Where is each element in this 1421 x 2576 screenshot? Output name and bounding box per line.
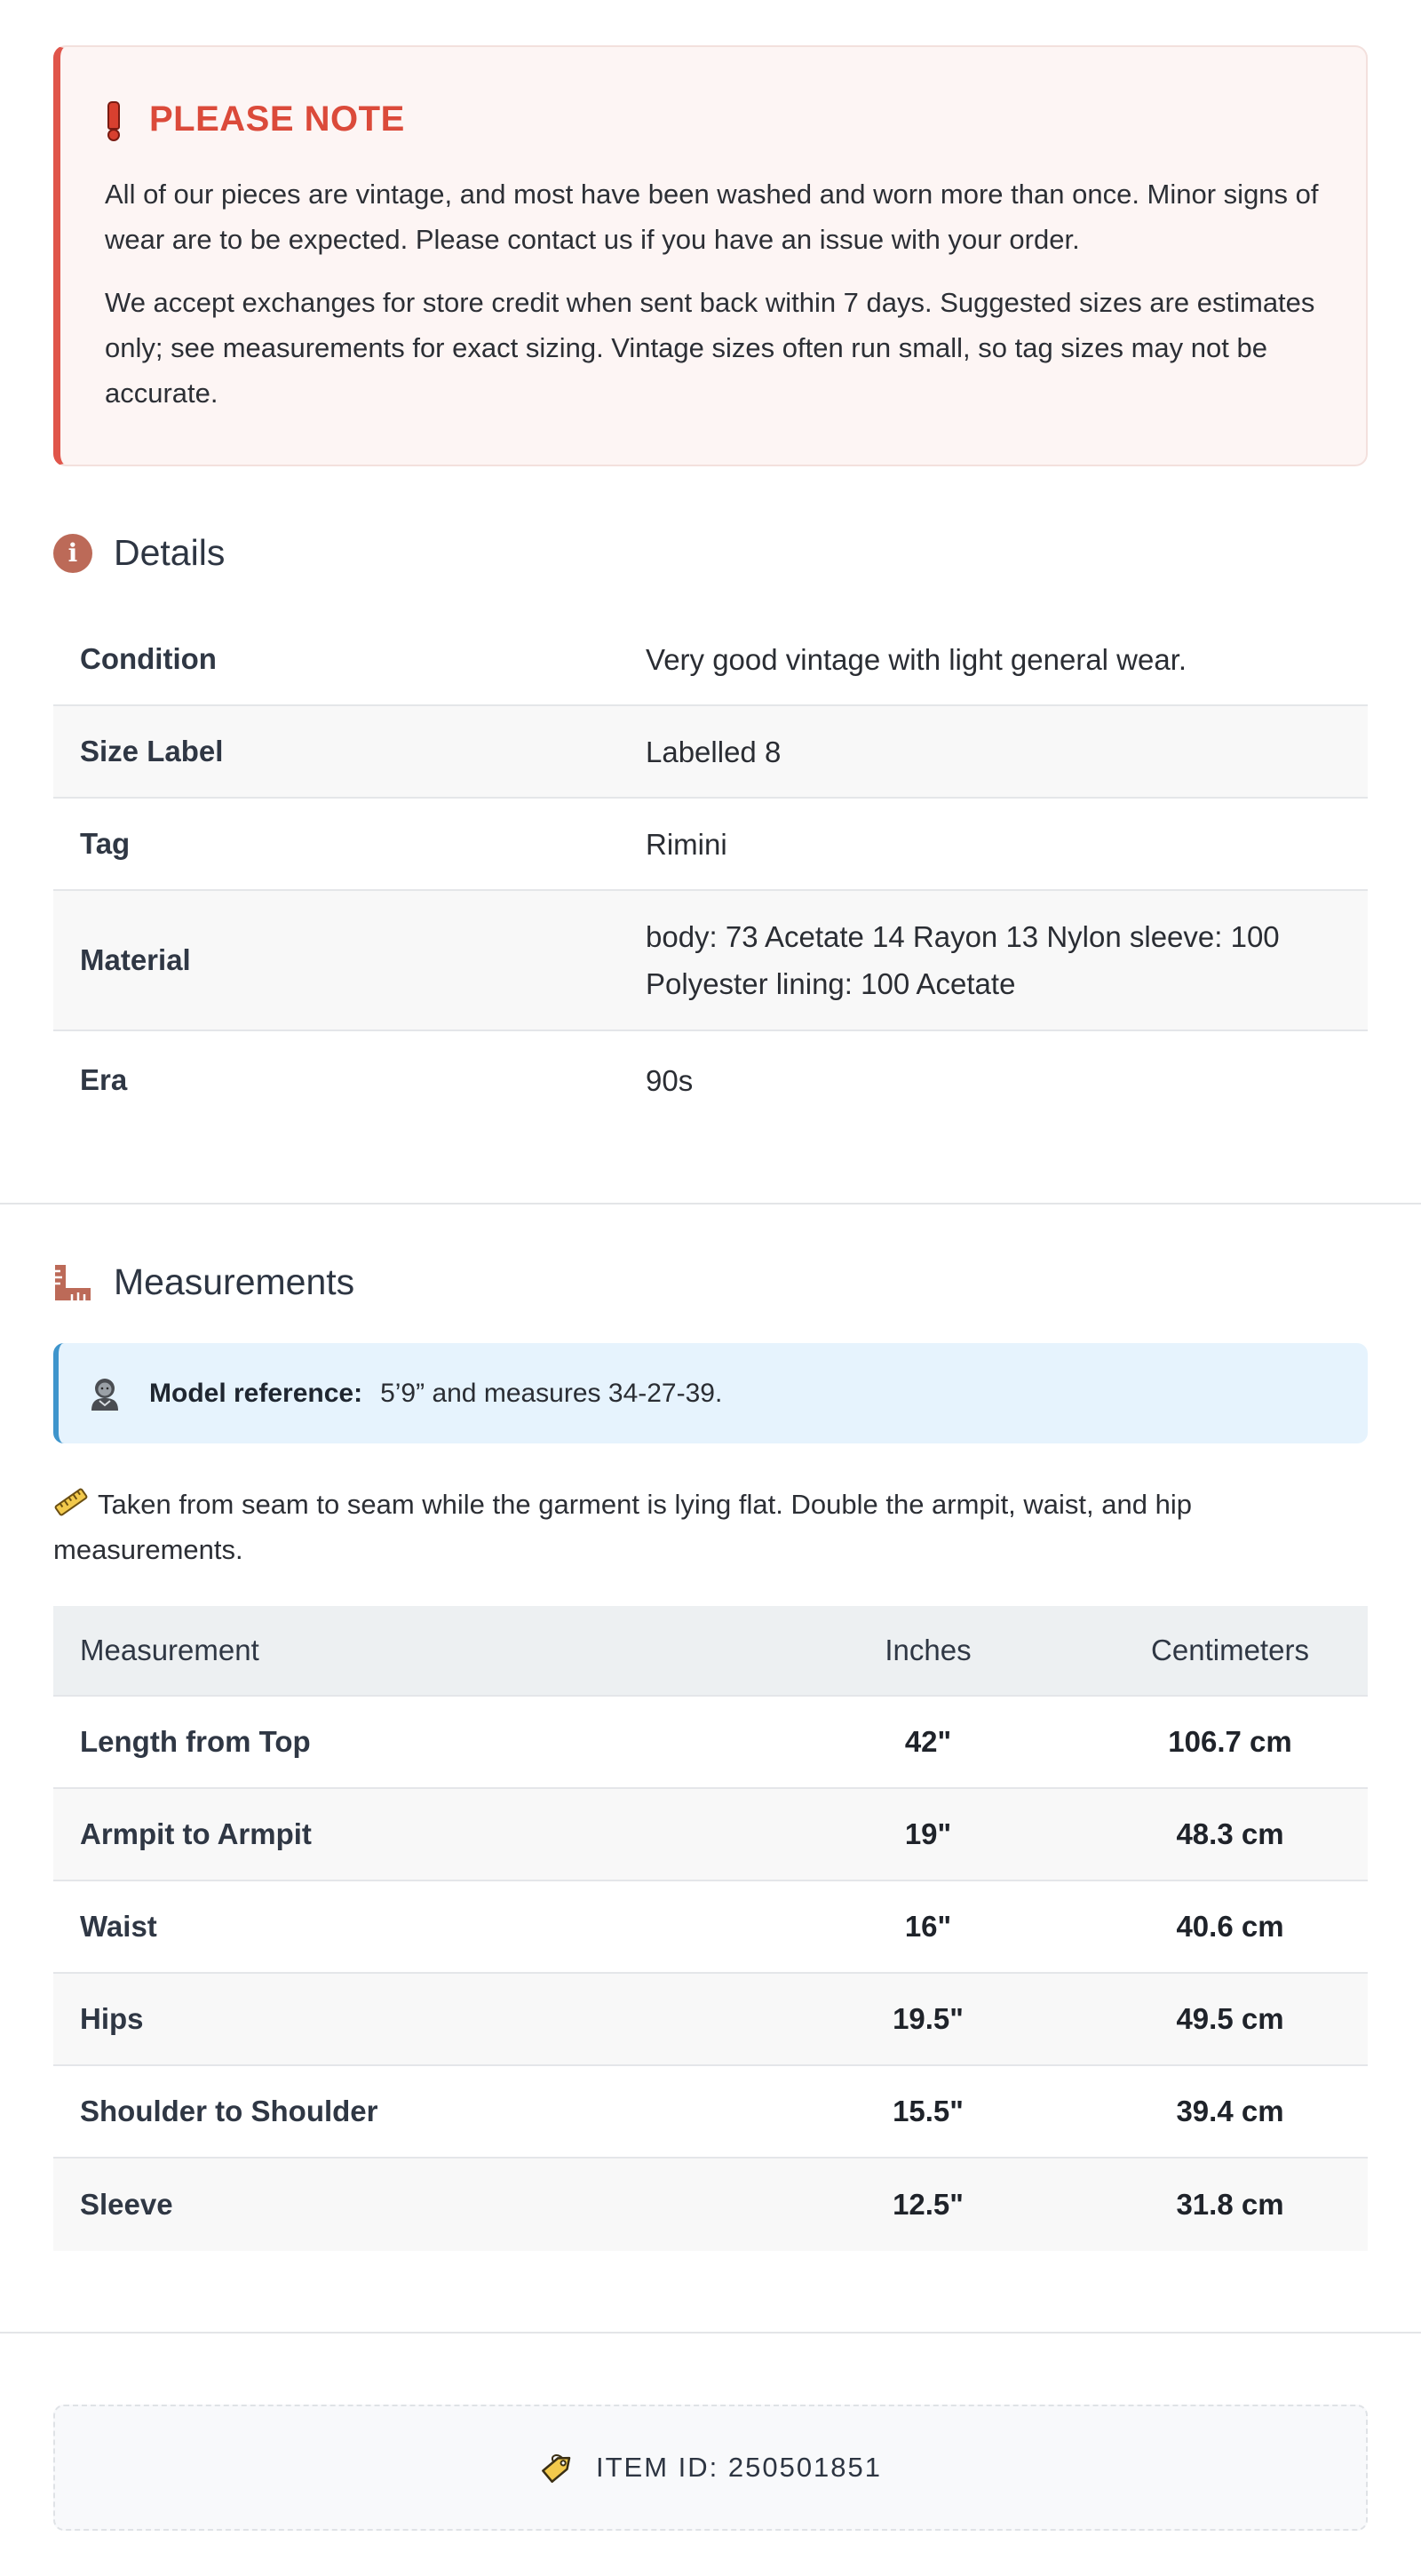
please-note-box bbox=[53, 45, 1368, 466]
details-row-size-label bbox=[53, 706, 1368, 799]
details-label: Era bbox=[80, 1063, 128, 1096]
measurement-note-text: Taken from seam to seam while the garment is lying flat. Double the armpit, waist, and hip measurements. bbox=[53, 1489, 1192, 1565]
details-label: Tag bbox=[80, 827, 131, 860]
details-label: Size Label bbox=[80, 735, 224, 767]
section-divider bbox=[0, 2332, 1421, 2334]
model-reference-label: Model reference: bbox=[149, 1378, 363, 1408]
column-header-inches: Inches bbox=[885, 1634, 972, 1666]
details-value: Very good vintage with light general wear. bbox=[646, 642, 1187, 676]
measurements-table bbox=[53, 1606, 1368, 2251]
notice-paragraph-1: All of our pieces are vintage, and most have been washed and worn more than once. Minor signs of wear are to be expected. Please contact us if you have an issue with your order. bbox=[105, 179, 1319, 255]
table-row bbox=[53, 2159, 1368, 2251]
measurement-name: Waist bbox=[80, 1910, 157, 1943]
table-row bbox=[53, 1881, 1368, 1974]
column-header-measurement: Measurement bbox=[80, 1634, 259, 1666]
column-header-centimeters: Centimeters bbox=[1151, 1634, 1309, 1666]
measurement-inches: 12.5" bbox=[893, 2188, 964, 2221]
measurements-title: Measurements bbox=[114, 1261, 355, 1302]
model-reference-value: 5’9” and measures 34-27-39. bbox=[380, 1378, 723, 1408]
measurement-cm: 40.6 cm bbox=[1176, 1910, 1284, 1943]
table-header-row bbox=[53, 1606, 1368, 1697]
measurement-name: Sleeve bbox=[80, 2188, 173, 2221]
notice-paragraph-2: We accept exchanges for store credit when sent back within 7 days. Suggested sizes are estimates only; see measurements for exact sizing. Vintage sizes often run small, so tag sizes may not be accurate. bbox=[105, 287, 1315, 409]
ruler-icon bbox=[53, 1263, 92, 1302]
details-value: Rimini bbox=[646, 827, 727, 861]
details-value: 90s bbox=[646, 1063, 694, 1097]
details-row-condition bbox=[53, 614, 1368, 706]
measurement-inches: 15.5" bbox=[893, 2095, 964, 2127]
details-value: body: 73 Acetate 14 Rayon 13 Nylon sleeve: 100 Polyester lining: 100 Acetate bbox=[646, 920, 1280, 1000]
tag-icon bbox=[539, 2449, 576, 2486]
table-row bbox=[53, 1789, 1368, 1881]
info-icon: i bbox=[53, 534, 92, 573]
details-label: Material bbox=[80, 943, 191, 976]
model-reference-box bbox=[53, 1343, 1368, 1443]
measurement-name: Hips bbox=[80, 2002, 144, 2035]
measurement-name: Armpit to Armpit bbox=[80, 1817, 312, 1850]
details-row-tag bbox=[53, 799, 1368, 891]
measurement-name: Length from Top bbox=[80, 1725, 311, 1758]
details-table bbox=[53, 614, 1368, 1129]
person-icon bbox=[87, 1376, 123, 1411]
measurement-cm: 106.7 cm bbox=[1168, 1725, 1292, 1758]
item-id-box bbox=[53, 2405, 1368, 2531]
notice-header bbox=[105, 99, 1322, 139]
table-row bbox=[53, 2066, 1368, 2159]
details-heading bbox=[53, 532, 225, 574]
table-row bbox=[53, 1974, 1368, 2066]
details-label: Condition bbox=[80, 642, 217, 675]
measurement-cm: 39.4 cm bbox=[1176, 2095, 1284, 2127]
notice-title: PLEASE NOTE bbox=[149, 99, 405, 139]
exclamation-icon bbox=[105, 99, 119, 139]
details-row-material bbox=[53, 891, 1368, 1031]
pencil-icon bbox=[53, 1487, 89, 1517]
measurement-inches: 19" bbox=[904, 1817, 952, 1850]
details-value: Labelled 8 bbox=[646, 735, 782, 768]
measurement-cm: 31.8 cm bbox=[1176, 2188, 1284, 2221]
measurement-cm: 49.5 cm bbox=[1176, 2002, 1284, 2035]
measurement-inches: 19.5" bbox=[893, 2002, 964, 2035]
measurements-heading bbox=[53, 1261, 354, 1303]
item-id-label: ITEM ID: 250501851 bbox=[595, 2452, 883, 2483]
measurement-inches: 16" bbox=[904, 1910, 952, 1943]
measurement-note bbox=[53, 1482, 1332, 1572]
measurement-inches: 42" bbox=[904, 1725, 952, 1758]
measurement-cm: 48.3 cm bbox=[1176, 1817, 1284, 1850]
details-row-era bbox=[53, 1031, 1368, 1129]
measurement-name: Shoulder to Shoulder bbox=[80, 2095, 378, 2127]
table-row bbox=[53, 1697, 1368, 1789]
section-divider bbox=[0, 1203, 1421, 1205]
details-title: Details bbox=[114, 532, 226, 573]
